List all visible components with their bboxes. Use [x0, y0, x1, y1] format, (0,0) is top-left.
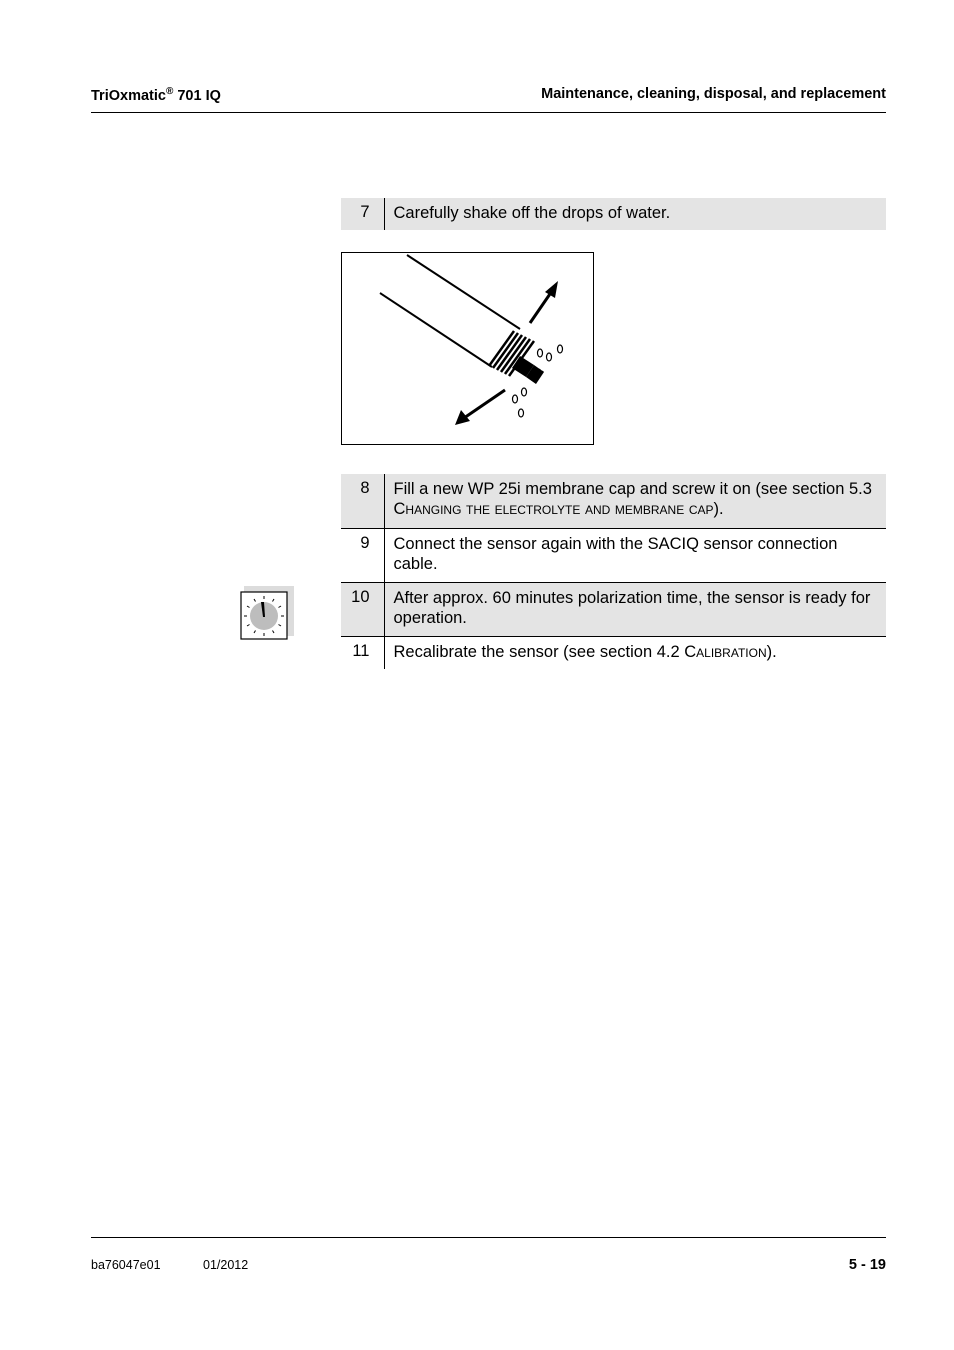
timer-icon-container: [240, 586, 294, 640]
header-rule: [91, 112, 886, 113]
product-name: TriOxmatic: [91, 87, 166, 104]
step-number: 9: [341, 528, 384, 582]
section-reference: Changing the electrolyte and membrane cap: [393, 500, 714, 518]
step-row-8: [341, 474, 886, 528]
registered-mark: ®: [165, 86, 174, 97]
step-number: 7: [341, 198, 384, 230]
step-number: 8: [341, 474, 384, 528]
sensor-shake-icon: [342, 253, 593, 444]
step-text-part: ).: [766, 642, 777, 661]
sensor-shake-illustration: [341, 252, 594, 445]
step-row-11: [341, 636, 886, 669]
footer-rule: [91, 1237, 886, 1238]
steps-table-top: [341, 198, 886, 230]
stopwatch-icon: [240, 586, 294, 640]
header-product-title: [91, 86, 221, 104]
step-text: [384, 636, 886, 669]
step-row-9: [341, 528, 886, 582]
step-text: Carefully shake off the drops of water.: [384, 198, 886, 230]
step-text: After approx. 60 minutes polarization time, the sensor is ready for operation.: [384, 582, 886, 636]
page-number: 5 - 19: [848, 1257, 886, 1273]
product-model: 701 IQ: [173, 87, 221, 104]
step-row-7: [341, 198, 886, 230]
step-text: [384, 474, 886, 528]
section-reference: Calibration: [684, 642, 767, 661]
steps-table-bottom: [341, 474, 886, 669]
step-number: 11: [341, 636, 384, 669]
header-section-title: Maintenance, cleaning, disposal, and replacement: [541, 86, 886, 102]
step-text-part: Recalibrate the sensor (see section 4.2: [393, 642, 685, 661]
step-number: 10: [341, 582, 384, 636]
step-row-10: [341, 582, 886, 636]
step-text-part: Fill a new WP 25i membrane cap and screw it on (see section 5.3: [393, 480, 872, 498]
step-text-part: ).: [713, 500, 724, 518]
doc-date: 01/2012: [203, 1258, 249, 1272]
doc-id: ba76047e01: [91, 1258, 161, 1272]
step-text: Connect the sensor again with the SACIQ sensor connection cable.: [384, 528, 886, 582]
